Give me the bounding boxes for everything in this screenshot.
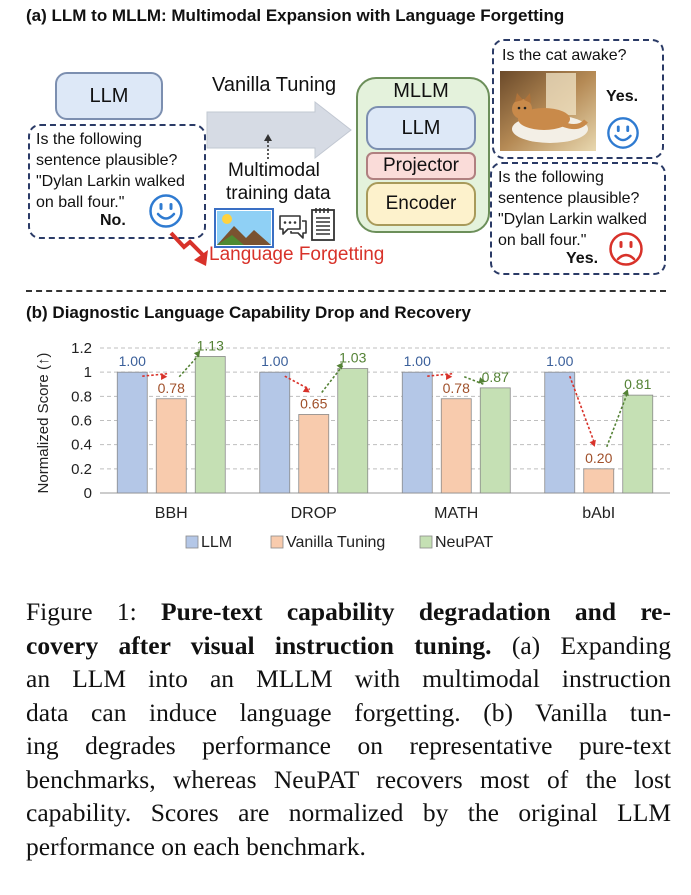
y-tick-label: 0.4: [71, 436, 92, 454]
y-tick-label: 1: [83, 364, 92, 382]
legend-entry: LLM: [201, 534, 233, 551]
y-tick-label: 1.2: [71, 340, 92, 357]
bar-llm: [260, 372, 290, 493]
cat-photo: [500, 71, 596, 151]
training-data-line-1: Multimodal: [228, 160, 320, 181]
y-axis-label: Normalized Score (↑): [35, 352, 52, 494]
vanilla-tuning-arrow: [205, 100, 353, 160]
section-divider: [26, 290, 666, 292]
y-tick-label: 0.6: [71, 412, 92, 430]
dotted-up-arrow: [262, 132, 274, 160]
y-tick-label: 0.2: [71, 460, 92, 478]
bar-value-label: 0.87: [481, 368, 509, 385]
bar-neupat: [480, 388, 510, 493]
right-bubble-line-2: sentence plausible?: [498, 190, 640, 207]
bar-value-label: 1.00: [261, 353, 289, 370]
x-tick-label: DROP: [290, 505, 337, 522]
bar-value-label: 1.00: [403, 353, 431, 370]
caption-line: ing degrades performance on representative pure-text: [26, 731, 671, 760]
benchmark-chart: [0, 322, 691, 562]
legend-swatch: [271, 536, 283, 548]
encoder-box: [366, 182, 476, 226]
legend-entry: NeuPAT: [435, 534, 494, 551]
caption-line: covery after visual instruction tuning. (a) Expanding: [26, 630, 671, 660]
bar-vanilla-tuning: [299, 414, 329, 493]
bar-value-label: 0.78: [442, 379, 470, 396]
bar-vanilla-tuning: [441, 399, 471, 493]
bar-value-label: 1.00: [118, 353, 146, 370]
x-tick-label: MATH: [434, 505, 479, 522]
bar-llm: [545, 372, 575, 493]
smiley-icon: [148, 193, 184, 229]
caption-line: benchmarks, whereas NeuPAT recovers most of the lost: [26, 764, 671, 794]
frown-icon: [608, 231, 644, 267]
mllm-llm-box: [366, 106, 476, 150]
caption-line: data can induce language forgetting. (b) Vanilla tun-: [26, 697, 671, 727]
bar-llm: [117, 372, 147, 493]
part-b-title: (b) Diagnostic Language Capability Drop and Recovery: [26, 303, 471, 322]
bar-neupat: [338, 369, 368, 493]
legend-swatch: [186, 536, 198, 548]
chat-icon: [278, 213, 308, 243]
bar-value-label: 0.20: [585, 449, 613, 466]
cat-question: Is the cat awake?: [502, 47, 627, 64]
bar-vanilla-tuning: [584, 469, 614, 493]
projector-box: [366, 152, 476, 180]
caption-line: capability. Scores are normalized by the original LLM: [26, 798, 671, 827]
part-a-title: (a) LLM to MLLM: Multimodal Expansion with Language Forgetting: [26, 6, 565, 25]
right-bubble-line-1: Is the following: [498, 169, 604, 186]
bar-vanilla-tuning: [156, 399, 186, 493]
right-bubble-line-3: "Dylan Larkin walked: [498, 211, 647, 228]
y-tick-label: 0: [83, 485, 92, 502]
llm-box: [55, 72, 163, 120]
bar-value-label: 0.81: [624, 376, 652, 393]
smiley-icon: [606, 116, 640, 150]
left-bubble-line-1: Is the following: [36, 131, 142, 148]
forgetting-arrow-icon: [168, 228, 212, 268]
image-icon: [214, 208, 274, 248]
bar-neupat: [623, 395, 653, 493]
llm-box-label: LLM: [89, 84, 129, 107]
x-tick-label: BBH: [154, 505, 188, 522]
right-bubble-answer: Yes.: [566, 250, 599, 267]
right-bubble-line-4: on ball four.": [498, 232, 587, 249]
bar-llm: [402, 372, 432, 493]
language-forgetting-label: Language Forgetting: [209, 244, 385, 265]
caption-line: an LLM into an MLLM with multimodal instruction: [26, 664, 671, 693]
mllm-title: MLLM: [393, 80, 449, 102]
legend-entry: Vanilla Tuning: [286, 534, 386, 551]
encoder-label: Encoder: [385, 193, 457, 214]
left-bubble-answer: No.: [100, 212, 126, 229]
document-icon: [310, 206, 336, 242]
drop-arrow-head: [590, 440, 596, 447]
bar-value-label: 1.00: [546, 353, 574, 370]
bar-value-label: 0.78: [157, 379, 185, 396]
training-data-line-2: training data: [226, 183, 331, 204]
bar-value-label: 1.13: [196, 337, 224, 354]
legend-swatch: [420, 536, 432, 548]
left-bubble-line-2: sentence plausible?: [36, 152, 178, 169]
caption-line: Figure 1: Pure-text capability degradation and re-: [26, 597, 671, 626]
figure-caption: [26, 595, 671, 863]
caption-line: performance on each benchmark.: [26, 831, 366, 861]
y-tick-label: 0.8: [71, 388, 92, 406]
vanilla-tuning-label: Vanilla Tuning: [212, 74, 337, 96]
projector-label: Projector: [382, 155, 460, 176]
left-bubble-line-3: "Dylan Larkin walked: [36, 173, 185, 190]
left-bubble-line-4: on ball four.": [36, 194, 125, 211]
bar-value-label: 1.03: [339, 349, 367, 366]
bar-value-label: 0.65: [300, 395, 328, 412]
cat-answer: Yes.: [606, 88, 639, 105]
x-tick-label: bAbI: [582, 505, 616, 522]
mllm-llm-label: LLM: [401, 116, 441, 139]
bar-neupat: [195, 356, 225, 493]
